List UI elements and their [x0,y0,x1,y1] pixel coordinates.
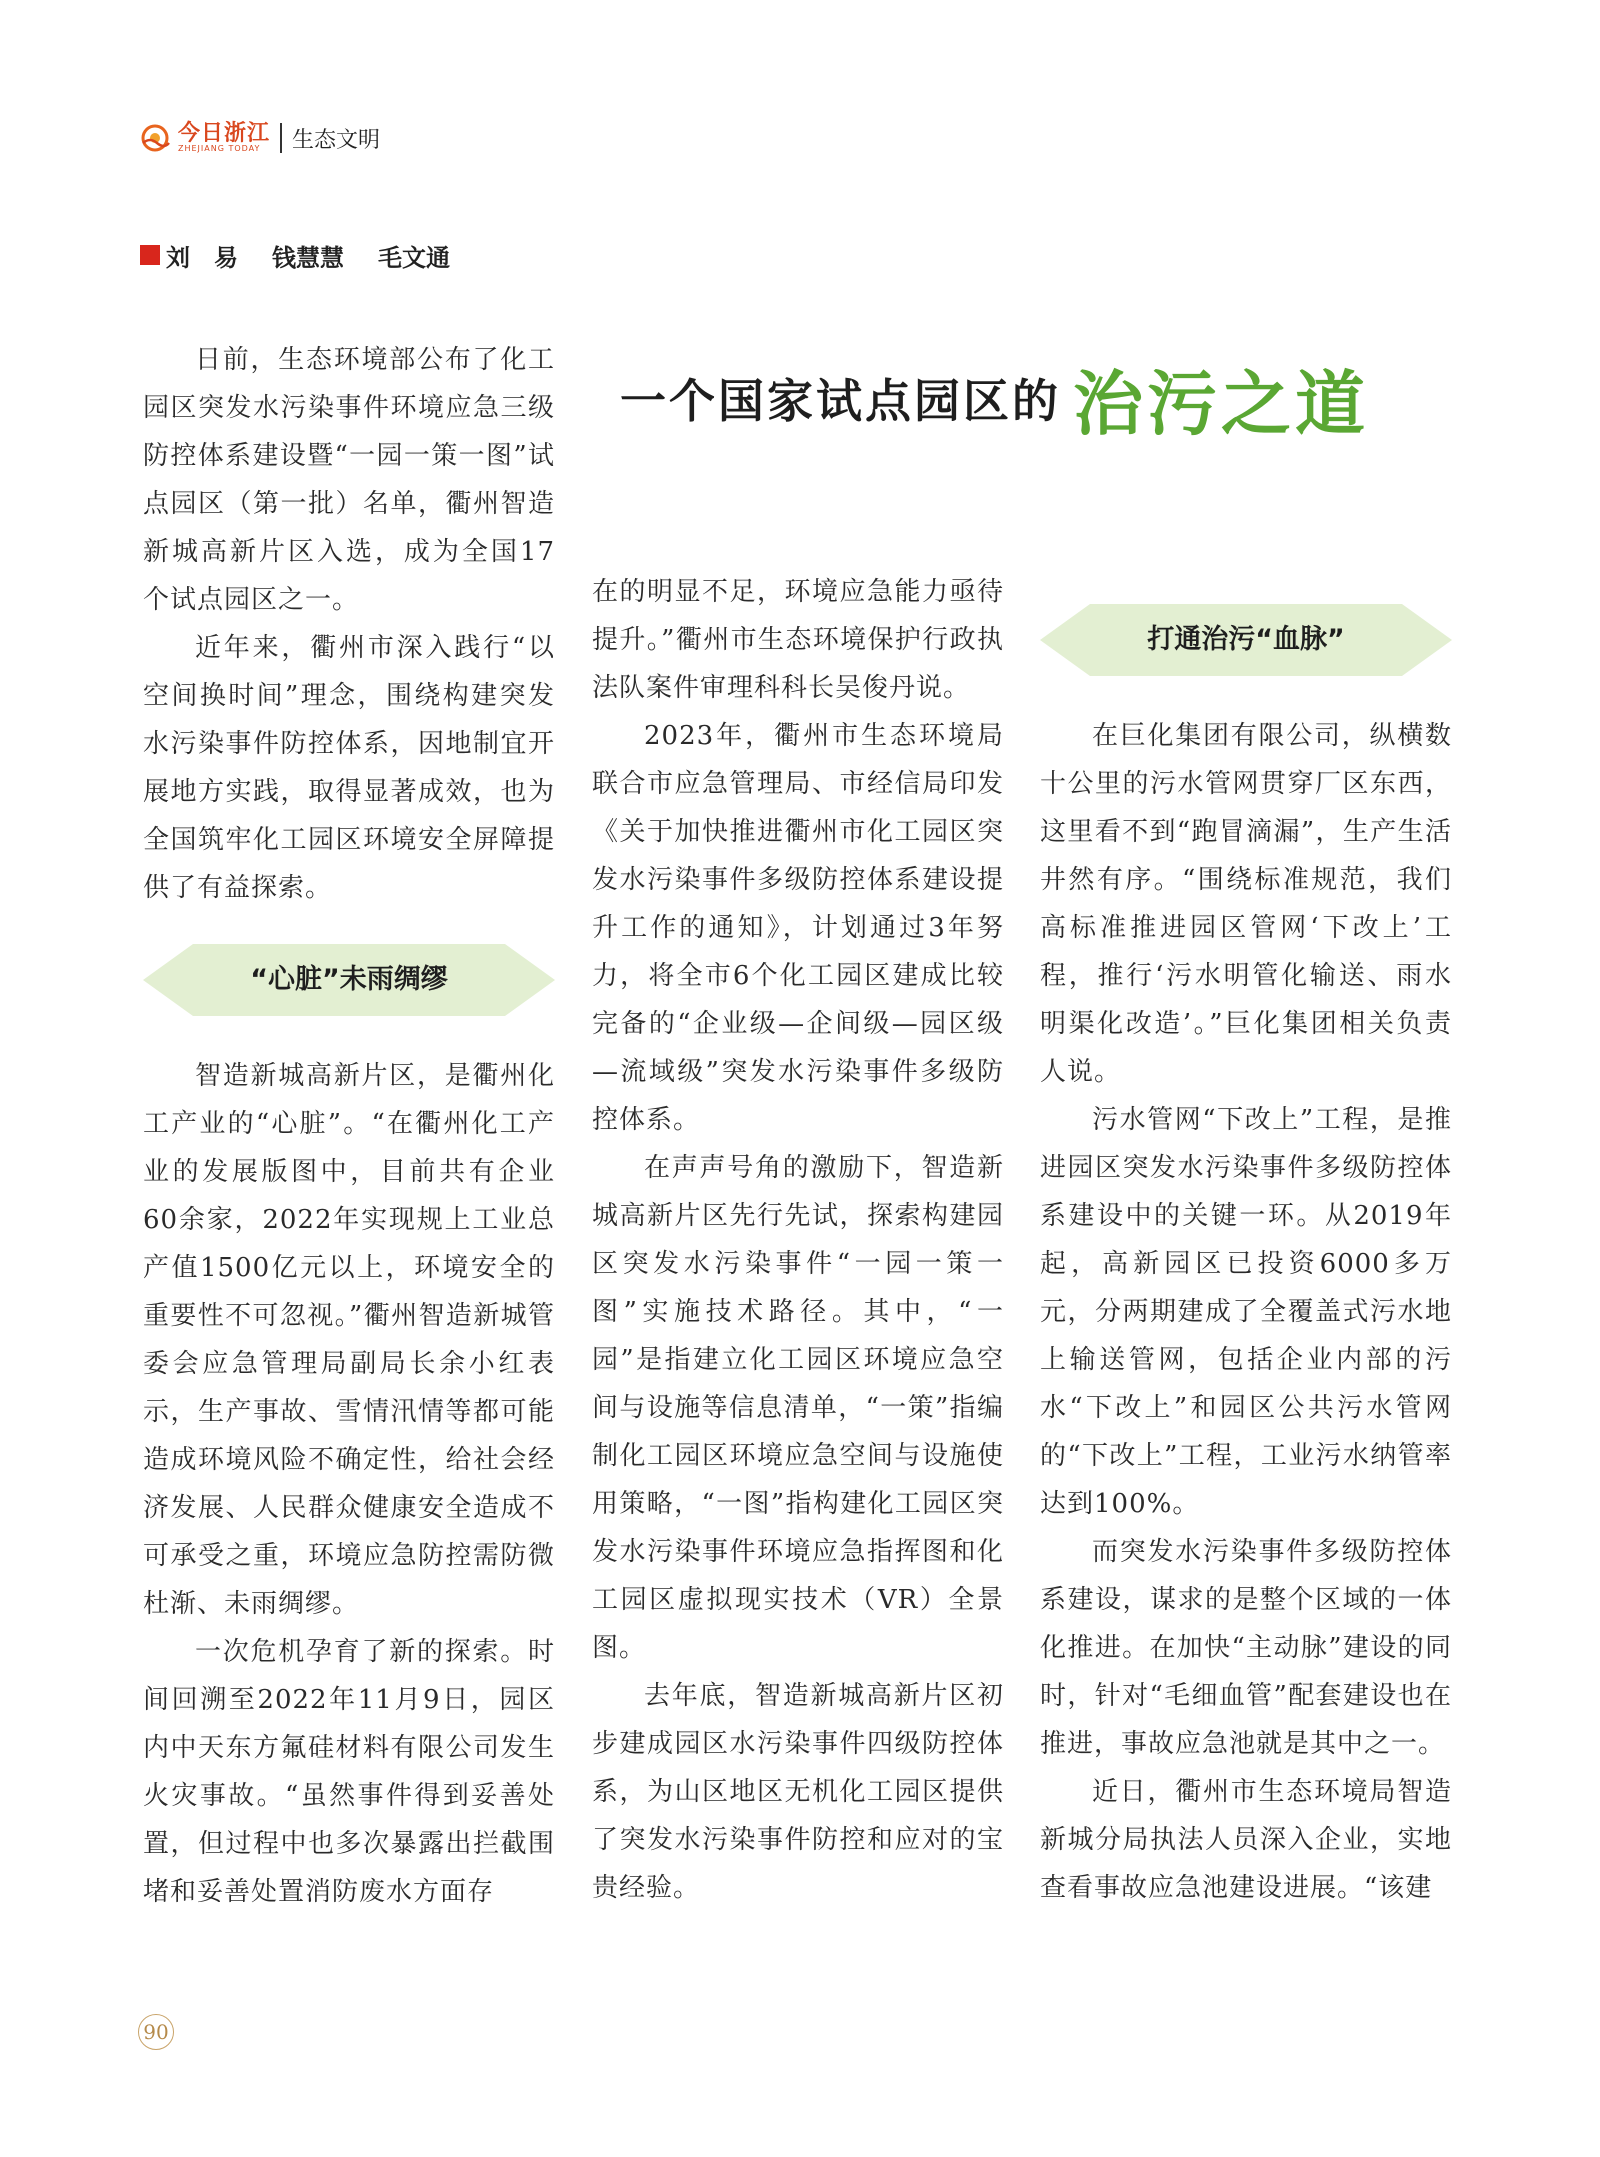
section-name: 生态文明 [292,127,381,153]
article-title [620,348,1369,448]
title-accent: 治污之道 [1073,362,1369,445]
section-banner-blood [1040,604,1452,676]
paragraph: 智造新城高新片区，是衢州化工产业的“心脏”。“在衢州化工产业的发展版图中，目前共有企业60余家，2022年实现规上工业总产值1500亿元以上，环境安全的重要性不可忽视。”衢州智造新城管委会应急管理局副局长余小红表示，生产事故、雪情汛情等都可能造成环境风险不确定性，给社会经济发展、人民群众健康安全造成不可承受之重，环境应急防控需防微杜渐、未雨绸缪。 [143,1061,555,1619]
title-main: 一个国家试点园区的 [620,374,1061,428]
page-header [140,112,380,164]
paragraph: 一次危机孕育了新的探索。时间回溯至2022年11月9日，园区内中天东方氟硅材料有限公司发生火灾事故。“虽然事件得到妥善处置，但过程中也多次暴露出拦截围堵和妥善处置消防废水方面存 [143,1637,555,1907]
paragraph: 而突发水污染事件多级防控体系建设，谋求的是整个区域的一体化推进。在加快“主动脉”建设的同时，针对“毛细血管”配套建设也在推进，事故应急池就是其中之一。 [1040,1537,1452,1759]
paragraph: 近年来，衢州市深入践行“以空间换时间”理念，围绕构建突发水污染事件防控体系，因地制宜开展地方实践，取得显著成效，也为全国筑牢化工园区环境安全屏障提供了有益探索。 [143,633,555,903]
author-name: 钱慧慧 [272,243,344,272]
paragraph: 2023年，衢州市生态环境局联合市应急管理局、市经信局印发《关于加快推进衢州市化工园区突发水污染事件多级防控体系建设提升工作的通知》，计划通过3年努力，将全市6个化工园区建成比较完备的“企业级—企间级—园区级—流域级”突发水污染事件多级防控体系。 [592,721,1004,1135]
author-line [140,236,484,274]
paragraph: 去年底，智造新城高新片区初步建成园区水污染事件四级防控体系，为山区地区无机化工园区提供了突发水污染事件防控和应对的宝贵经验。 [592,1681,1004,1903]
header-divider [280,123,282,153]
page-number: 90 [138,2014,174,2050]
logo-text: 今日浙江 [178,120,271,146]
column-middle [592,568,1004,1912]
paragraph: 污水管网“下改上”工程，是推进园区突发水污染事件多级防控体系建设中的关键一环。从2019年起，高新园区已投资6000多万元，分两期建成了全覆盖式污水地上输送管网，包括企业内部的污水“下改上”和园区公共污水管网的“下改上”工程，工业污水纳管率达到100%。 [1040,1105,1452,1519]
logo-subtext: ZHEJIANG TODAY [178,144,261,153]
paragraph: 日前，生态环境部公布了化工园区突发水污染事件环境应急三级防控体系建设暨“一园一策一图”试点园区（第一批）名单，衢州智造新城高新片区入选，成为全国17个试点园区之一。 [143,345,555,615]
red-square-icon [140,245,160,265]
paragraph: 在的明显不足，环境应急能力亟待提升。”衢州市生态环境保护行政执法队案件审理科科长吴俊丹说。 [592,577,1004,703]
column-right [1040,712,1452,1912]
section-heading: “心脏”未雨绸缪 [250,964,448,995]
section-heading: 打通治污“血脉” [1147,624,1345,655]
paragraph: 在巨化集团有限公司，纵横数十公里的污水管网贯穿厂区东西，这里看不到“跑冒滴漏”，生产生活井然有序。“围绕标准规范，我们高标准推进园区管网‘下改上’工程，推行‘污水明管化输送、雨水明渠化改造’。”巨化集团相关负责人说。 [1040,721,1452,1087]
section-banner-heart [143,944,555,1016]
paragraph: 近日，衢州市生态环境局智造新城分局执法人员深入企业，实地查看事故应急池建设进展。“该建 [1040,1777,1452,1903]
author-name: 毛文通 [378,243,450,272]
sun-wave-icon [140,123,170,153]
column-left-lower [143,1052,555,1916]
paragraph: 在声声号角的激励下，智造新城高新片区先行先试，探索构建园区突发水污染事件“一园一策一图”实施技术路径。其中，“一园”是指建立化工园区环境应急空间与设施等信息清单，“一策”指编制化工园区环境应急空间与设施使用策略，“一图”指构建化工园区突发水污染事件环境应急指挥图和化工园区虚拟现实技术（VR）全景图。 [592,1153,1004,1663]
magazine-logo [140,122,270,154]
author-name: 刘 易 [166,243,238,272]
column-left [143,336,555,912]
